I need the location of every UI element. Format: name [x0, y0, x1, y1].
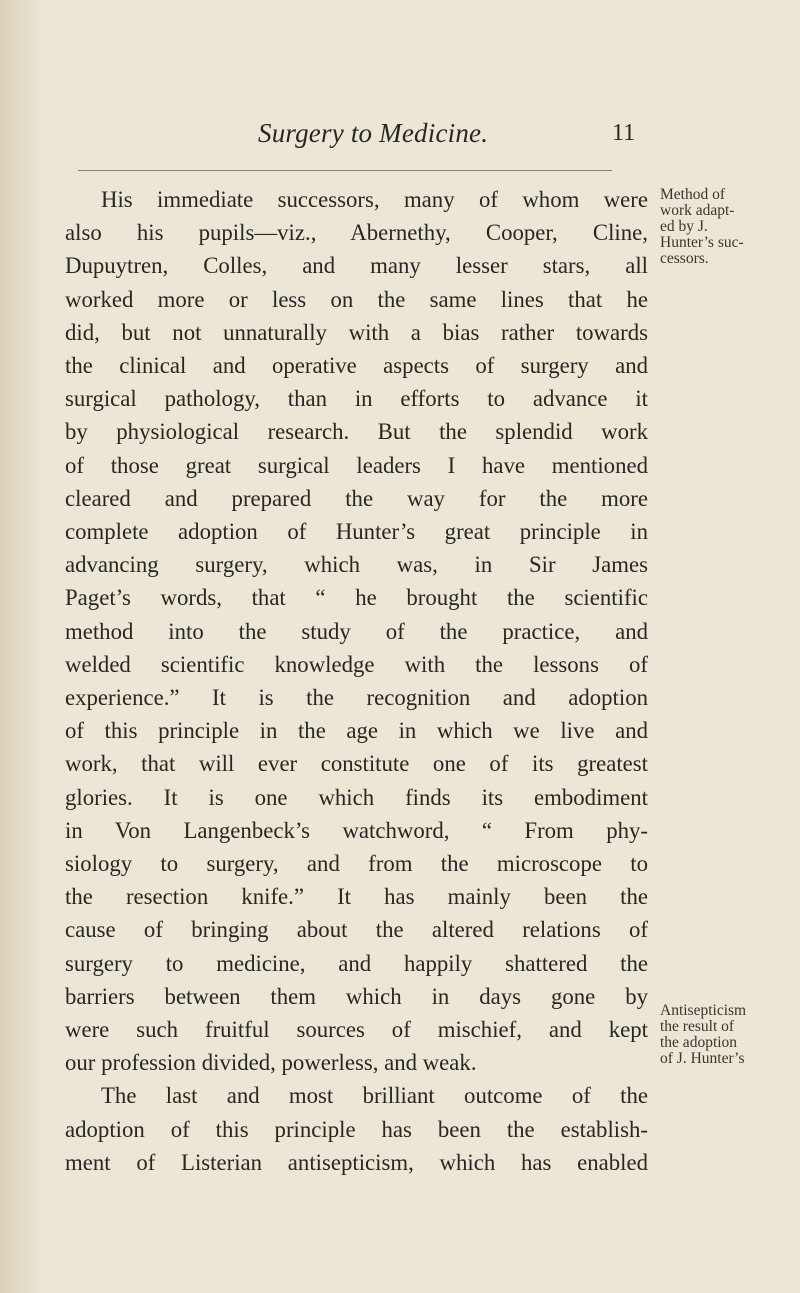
- page-gutter-shadow: [0, 0, 44, 1293]
- sidenote-line: of J. Hunter’s: [660, 1050, 745, 1067]
- text-line: cleared and prepared the way for the more: [65, 485, 648, 511]
- page-number: 11: [612, 120, 636, 146]
- text-line: by physiological research. But the splendid work: [65, 419, 648, 445]
- text-line: Paget’s words, that “ he brought the scientific: [65, 585, 648, 611]
- text-line: barriers between them which in days gone by: [65, 983, 648, 1009]
- sidenote-line: the result of: [660, 1018, 735, 1035]
- text-line: in Von Langenbeck’s watchword, “ From phy-: [65, 817, 648, 843]
- sidenote-line: ed by J.: [660, 218, 708, 235]
- text-line: advancing surgery, which was, in Sir James: [65, 552, 648, 578]
- text-line: glories. It is one which finds its embodiment: [65, 784, 648, 810]
- text-line: our profession divided, powerless, and weak.: [65, 1050, 477, 1076]
- sidenote-line: the adoption: [660, 1034, 738, 1051]
- text-line: siology to surgery, and from the microscope to: [65, 851, 648, 877]
- text-line: did, but not unnaturally with a bias rather towards: [65, 319, 648, 345]
- paragraph-2: [65, 1079, 648, 1179]
- header-rule: [78, 170, 612, 171]
- sidenote-line: cessors.: [660, 250, 709, 267]
- text-line: work, that will ever constitute one of its greatest: [65, 751, 648, 777]
- text-line: surgery to medicine, and happily shattered the: [65, 950, 648, 976]
- text-line: experience.” It is the recognition and adoption: [65, 685, 648, 711]
- text-line: complete adoption of Hunter’s great principle in: [65, 519, 648, 545]
- text-line: of this principle in the age in which we live and: [65, 718, 648, 744]
- sidenote-method-of-work: [660, 187, 800, 267]
- running-head: [0, 118, 800, 158]
- sidenote-line: Method of: [660, 186, 726, 203]
- text-line: of those great surgical leaders I have mentioned: [65, 452, 648, 478]
- text-line: adoption of this principle has been the establish-: [65, 1116, 648, 1142]
- text-line: ment of Listerian antisepticism, which has enabled: [65, 1149, 648, 1175]
- text-line: His immediate successors, many of whom were: [101, 187, 648, 212]
- sidenote-antisepticism: [660, 1003, 800, 1067]
- running-title: Surgery to Medicine.: [258, 118, 489, 148]
- text-line: The last and most brilliant outcome of the: [101, 1083, 648, 1109]
- sidenote-line: Antisepticism: [660, 1002, 747, 1019]
- text-line: were such fruitful sources of mischief, and kept: [65, 1017, 648, 1043]
- sidenote-line: work adapt-: [660, 202, 735, 219]
- text-line: surgical pathology, than in efforts to advance it: [65, 386, 648, 412]
- text-line: Dupuytren, Colles, and many lesser stars, all: [65, 253, 648, 279]
- body-text: [65, 183, 648, 1179]
- paragraph-1: [65, 183, 648, 1079]
- text-line: welded scientific knowledge with the lessons of: [65, 651, 648, 677]
- text-line: cause of bringing about the altered relations of: [65, 917, 648, 943]
- text-line: method into the study of the practice, and: [65, 618, 648, 644]
- sidenote-line: Hunter’s suc-: [660, 234, 744, 251]
- text-line: worked more or less on the same lines that he: [65, 286, 648, 312]
- text-line: the clinical and operative aspects of surgery and: [65, 353, 648, 379]
- text-line: also his pupils—viz., Abernethy, Cooper, Cline,: [65, 220, 648, 246]
- text-line: the resection knife.” It has mainly been the: [65, 884, 648, 910]
